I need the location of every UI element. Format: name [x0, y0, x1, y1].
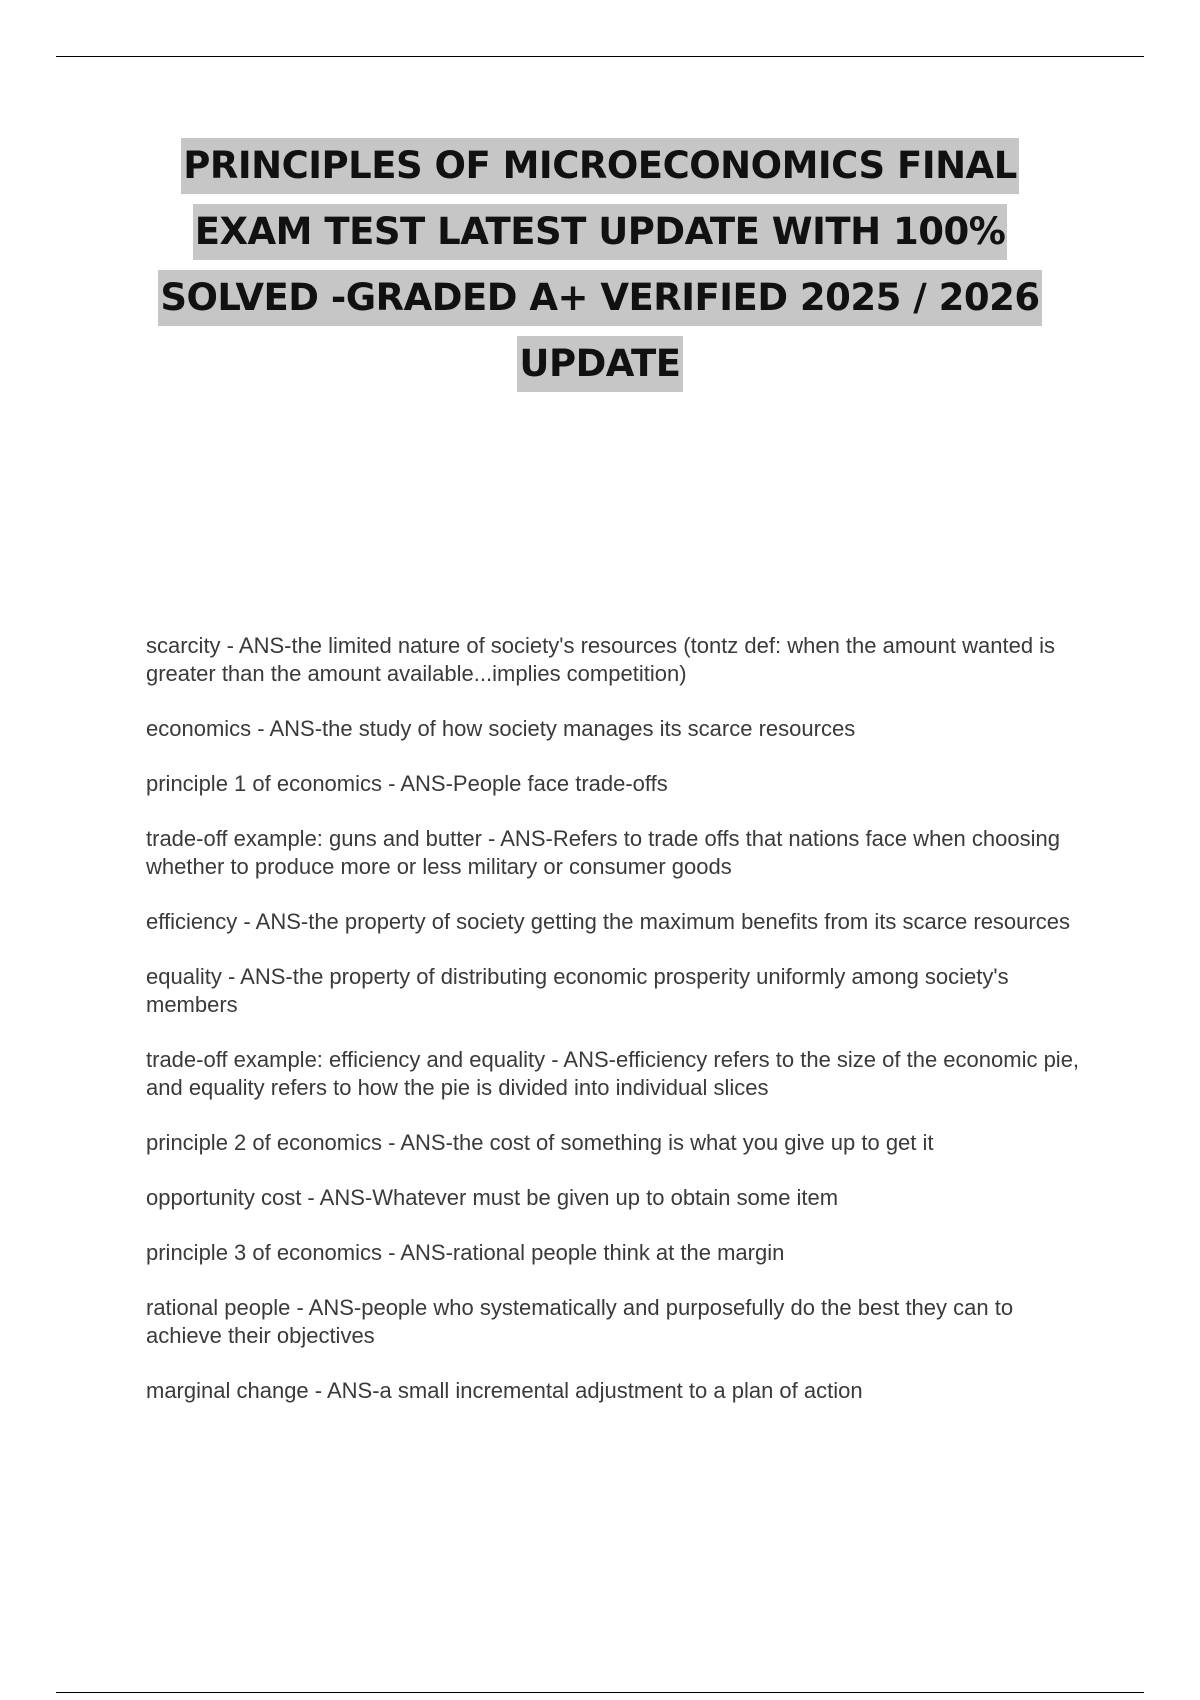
document-title	[100, 138, 1100, 402]
qa-entry-principle-1: principle 1 of economics - ANS-People face trade-offs	[146, 771, 668, 796]
qa-entry-principle-2: principle 2 of economics - ANS-the cost of something is what you give up to get it	[146, 1130, 934, 1155]
qa-entry-equality: equality - ANS-the property of distributing economic prosperity uniformly among society's members	[146, 964, 1009, 1017]
qa-entry-opportunity-cost: opportunity cost - ANS-Whatever must be given up to obtain some item	[146, 1185, 839, 1210]
title-line-3: SOLVED -GRADED A+ VERIFIED 2025 / 2026	[158, 270, 1041, 326]
qa-entry-economics: economics - ANS-the study of how society manages its scarce resources	[146, 716, 856, 741]
footer-rule	[56, 1692, 1144, 1693]
header-rule	[56, 56, 1144, 57]
qa-entry-efficiency-and-equality: trade-off example: efficiency and equality - ANS-efficiency refers to the size of the economic pie, and equality refers to how the pie is divided into individual slices	[146, 1047, 1080, 1100]
title-line-1: PRINCIPLES OF MICROECONOMICS FINAL	[181, 138, 1019, 194]
title-line-2: EXAM TEST LATEST UPDATE WITH 100%	[193, 204, 1008, 260]
title-line-4: UPDATE	[517, 336, 682, 392]
qa-entry-scarcity: scarcity - ANS-the limited nature of society's resources (tontz def: when the amount wanted is greater than the amount available...implies competition)	[146, 633, 1056, 686]
qa-list	[146, 632, 1086, 1432]
qa-entry-marginal-change: marginal change - ANS-a small incremental adjustment to a plan of action	[146, 1378, 863, 1403]
qa-entry-principle-3: principle 3 of economics - ANS-rational people think at the margin	[146, 1240, 785, 1265]
qa-entry-guns-and-butter: trade-off example: guns and butter - ANS-Refers to trade offs that nations face when choosing whether to produce more or less military or consumer goods	[146, 826, 1060, 879]
qa-entry-rational-people: rational people - ANS-people who systematically and purposefully do the best they can to achieve their objectives	[146, 1295, 1014, 1348]
qa-entry-efficiency: efficiency - ANS-the property of society getting the maximum benefits from its scarce resources	[146, 909, 1070, 934]
